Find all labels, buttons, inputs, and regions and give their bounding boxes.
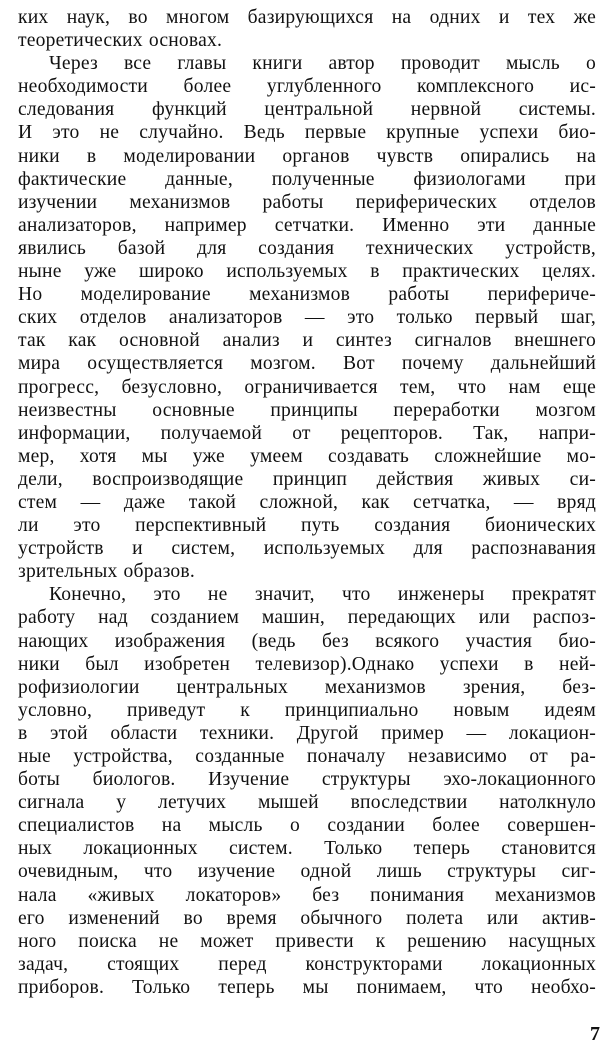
page-number: 7 [590, 1023, 600, 1045]
text-line: нала «живых локаторов» без понимания механизмов [18, 884, 596, 906]
text-line: мира осуществляется мозгом. Вот почему дальнейший [18, 353, 596, 375]
text-line: Конечно, это не значит, что инженеры прекратят [49, 584, 596, 606]
text-line: боты биологов. Изучение структуры эхо-локационного [18, 769, 596, 791]
text-line: теоретических основах. [18, 30, 223, 52]
text-line: ских отделов анализаторов — это только первый шаг, [18, 307, 596, 329]
text-line: так как основной анализ и синтез сигналов внешнего [18, 330, 596, 352]
text-line: ких наук, во многом базирующихся на одних и тех же [18, 7, 596, 28]
text-line: анализаторов, например сетчатки. Именно эти данные [18, 214, 596, 236]
text-line: изучении механизмов работы периферических отделов [18, 191, 596, 213]
text-line: устройств и систем, используемых для распознавания [18, 538, 596, 560]
text-line: в этой области техники. Другой пример — локацион- [18, 722, 596, 744]
text-line: стем — даже такой сложной, как сетчатка, — вряд [18, 491, 596, 513]
text-line: его изменений во время обычного полета или актив- [18, 907, 596, 929]
text-line: ники в моделировании органов чувств опирались на [18, 145, 596, 167]
text-line: мер, хотя мы уже умеем создавать сложнейшие мо- [18, 445, 596, 467]
text-line: фактические данные, полученные физиологами при [18, 168, 596, 190]
text-line: информации, получаемой от рецепторов. Так, напри- [18, 422, 596, 444]
text-line: неизвестны основные принципы переработки мозгом [18, 399, 596, 421]
text-line: необходимости более углубленного комплексного ис- [18, 76, 596, 98]
text-line: ли это перспективный путь создания бионических [18, 515, 596, 537]
text-line: Но моделирование механизмов работы перифериче- [18, 284, 596, 306]
body-text [18, 6, 596, 999]
text-line: рофизиологии центральных механизмов зрения, без- [18, 676, 596, 698]
text-line: сигнала у летучих мышей впоследствии натолкнуло [18, 792, 596, 814]
text-line: дели, воспроизводящие принцип действия живых си- [18, 468, 596, 490]
text-line: прогресс, безусловно, ограничивается тем, что нам еще [18, 376, 596, 398]
text-line: нающих изображения (ведь без всякого участия био- [18, 630, 596, 652]
text-line: следования функций центральной нервной системы. [18, 99, 596, 121]
text-line: ного поиска не может привести к решению насущных [18, 930, 596, 952]
text-line: специалистов на мысль о создании более совершен- [18, 815, 596, 837]
text-line: задач, стоящих перед конструкторами локационных [18, 953, 596, 975]
text-line: явились базой для создания технических устройств, [18, 237, 596, 259]
text-line: ные устройства, созданные поначалу независимо от ра- [18, 746, 596, 767]
text-line: ныне уже широко используемых в практических целях. [18, 261, 596, 283]
text-line: условно, приведут к принципиально новым идеям [18, 699, 596, 721]
text-line: ники был изобретен телевизор).Однако успехи в ней- [18, 653, 596, 675]
text-line: очевидным, что изучение одной лишь структуры сиг- [18, 861, 596, 883]
text-line: работу над созданием машин, передающих или распоз- [18, 607, 596, 629]
text-line: зрительных образов. [18, 561, 195, 583]
text-line: Через все главы книги автор проводит мысль о [49, 53, 596, 75]
text-line: приборов. Только теперь мы понимаем, что необхо- [18, 976, 596, 998]
text-line: ных локационных систем. Только теперь становится [18, 838, 596, 860]
text-line: И это не случайно. Ведь первые крупные успехи био- [18, 122, 596, 144]
